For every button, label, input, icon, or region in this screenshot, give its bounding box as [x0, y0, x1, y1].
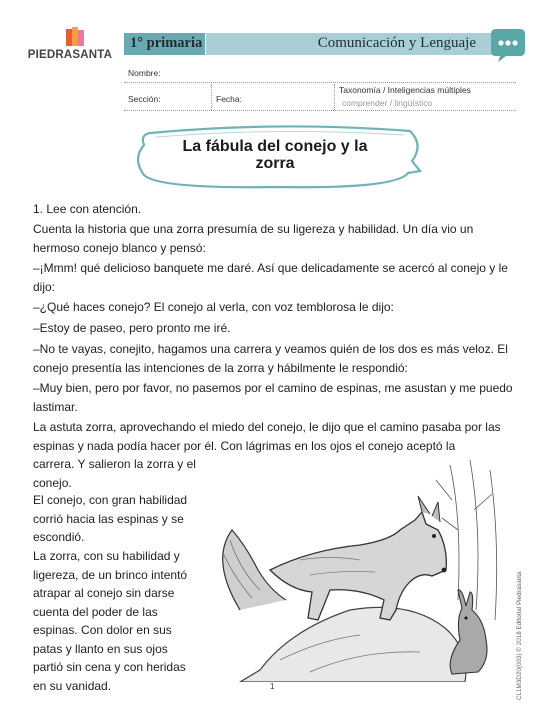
- taxonomy-value: comprender / lingüístico: [342, 98, 433, 108]
- chat-bubble-icon: [488, 25, 528, 65]
- paragraph-astute-fox: La astuta zorra, aprovechando el miedo del conejo, le dijo que el camino pasaba por las espinas y nada podía hacer por él. Con lágrimas en los ojos el conejo aceptó la: [33, 420, 501, 453]
- page-number: 1: [270, 682, 275, 691]
- page-title: La fábula del conejo y la zorra: [182, 138, 368, 172]
- piedrasanta-logo: [20, 26, 120, 70]
- name-label: Nombre:: [128, 68, 161, 78]
- paragraph-race-start: carrera. Y salieron la zorra y el conejo.: [33, 457, 196, 490]
- section-field-line[interactable]: [124, 110, 516, 111]
- subject-title: Comunicación y Lenguaje: [317, 35, 476, 51]
- grade-box: [124, 33, 206, 55]
- section-label: Sección:: [128, 94, 161, 104]
- paragraph-fox-hurt: La zorra, con su habilidad y ligereza, de un brinco intentó atrapar al conejo sin darse cuenta del poder de las espinas. Con dolor en sus patas y llanto en sus ojos partió sin cena y con heridas en su vanidad.: [33, 549, 188, 693]
- book-logo-icon: [64, 26, 86, 48]
- paragraph-fox-thought: –¡Mmm! qué delicioso banquete me daré. Así que delicadamente se acercó al conejo y le dijo:: [33, 261, 508, 294]
- paragraph-rabbit-reply: –Estoy de paseo, pero pronto me iré.: [33, 321, 231, 335]
- paragraph-thorns: –Muy bien, pero por favor, no pasemos por el camino de espinas, me asustan y me puedo lastimar.: [33, 381, 513, 414]
- date-divider: [334, 84, 335, 110]
- paragraph-fox-question: –¿Qué haces conejo? El conejo al verla, con voz temblorosa le dijo:: [33, 300, 394, 314]
- header-bar: [124, 33, 516, 55]
- section-divider: [211, 84, 212, 110]
- brand-name: PIEDRASANTA: [27, 49, 113, 61]
- date-label: Fecha:: [216, 94, 242, 104]
- fox-and-rabbit-illustration: [200, 460, 520, 682]
- instruction: 1. Lee con atención.: [33, 202, 142, 216]
- paragraph-intro: Cuenta la historia que una zorra presumía de su ligereza y habilidad. Un día vio un hermoso conejo blanco y pensó:: [33, 222, 474, 255]
- paragraph-race-proposal: –No te vayas, conejito, hagamos una carrera y veamos quién de los dos es más veloz. El conejo presentía las intenciones de la zorra y hábilmente le respondió:: [33, 342, 508, 375]
- name-field-line[interactable]: [124, 82, 516, 83]
- paragraph-rabbit-hides: El conejo, con gran habilidad corrió hacia las espinas y se escondió.: [33, 493, 188, 544]
- copyright-note: CL1M3D20(003) © 2018 Editorial Piedrasanta: [516, 571, 523, 700]
- grade-label: 1° primaria: [130, 35, 203, 51]
- taxonomy-label: Taxonomía / Inteligencias múltiples: [339, 85, 471, 95]
